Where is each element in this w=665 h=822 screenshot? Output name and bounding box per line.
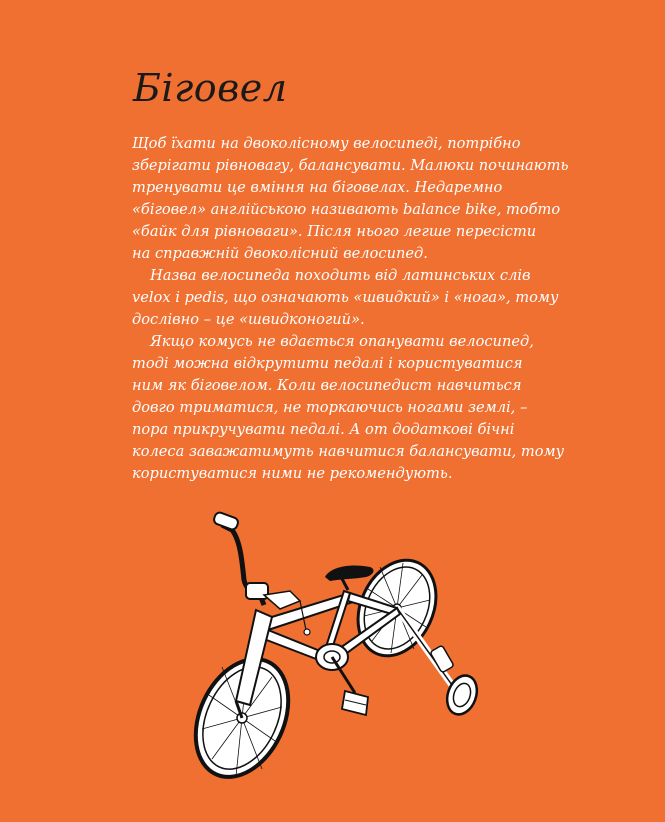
text-line: «байк для рівноваги». Після нього легше пересісти bbox=[132, 223, 537, 240]
article-body bbox=[132, 133, 572, 485]
training-wheel bbox=[397, 608, 482, 719]
text-line: velox і pedis, що означають «швидкий» і «нога», тому bbox=[132, 289, 559, 306]
text-line: тренувати це вміння на біговелах. Недаремно bbox=[132, 179, 503, 196]
paragraph-3 bbox=[132, 331, 572, 485]
text-line: Назва велосипеда походить від латинських слів bbox=[150, 267, 531, 284]
text-line: пора прикручувати педалі. А от додаткові бічні bbox=[132, 421, 515, 438]
chainring bbox=[316, 644, 368, 715]
text-line: Якщо комусь не вдається опанувати велосипед, bbox=[150, 333, 534, 350]
text-line: тоді можна відкрутити педалі і користуватися bbox=[132, 355, 523, 372]
bicycle-illustration bbox=[190, 505, 500, 795]
paragraph-2 bbox=[132, 265, 572, 331]
text-line: на справжній двоколісний велосипед. bbox=[132, 245, 428, 262]
text-line: «біговел» англійською називають balance bike, тобто bbox=[132, 201, 561, 218]
text-line: довго триматися, не торкаючись ногами землі, – bbox=[132, 399, 528, 416]
paragraph-1 bbox=[132, 133, 572, 265]
text-line: ним як біговелом. Коли велосипедист навчиться bbox=[132, 377, 522, 394]
text-line: Щоб їхати на двоколісному велосипеді, потрібно bbox=[132, 135, 521, 152]
text-line: дослівно – це «швидконогий». bbox=[132, 311, 365, 328]
page-title: Біговел bbox=[133, 66, 288, 110]
text-line: користуватися ними не рекомендують. bbox=[132, 465, 453, 482]
text-line: зберігати рівновагу, балансувати. Малюки починають bbox=[132, 157, 569, 174]
text-line: колеса заважатимуть навчитися балансувати, тому bbox=[132, 443, 565, 460]
